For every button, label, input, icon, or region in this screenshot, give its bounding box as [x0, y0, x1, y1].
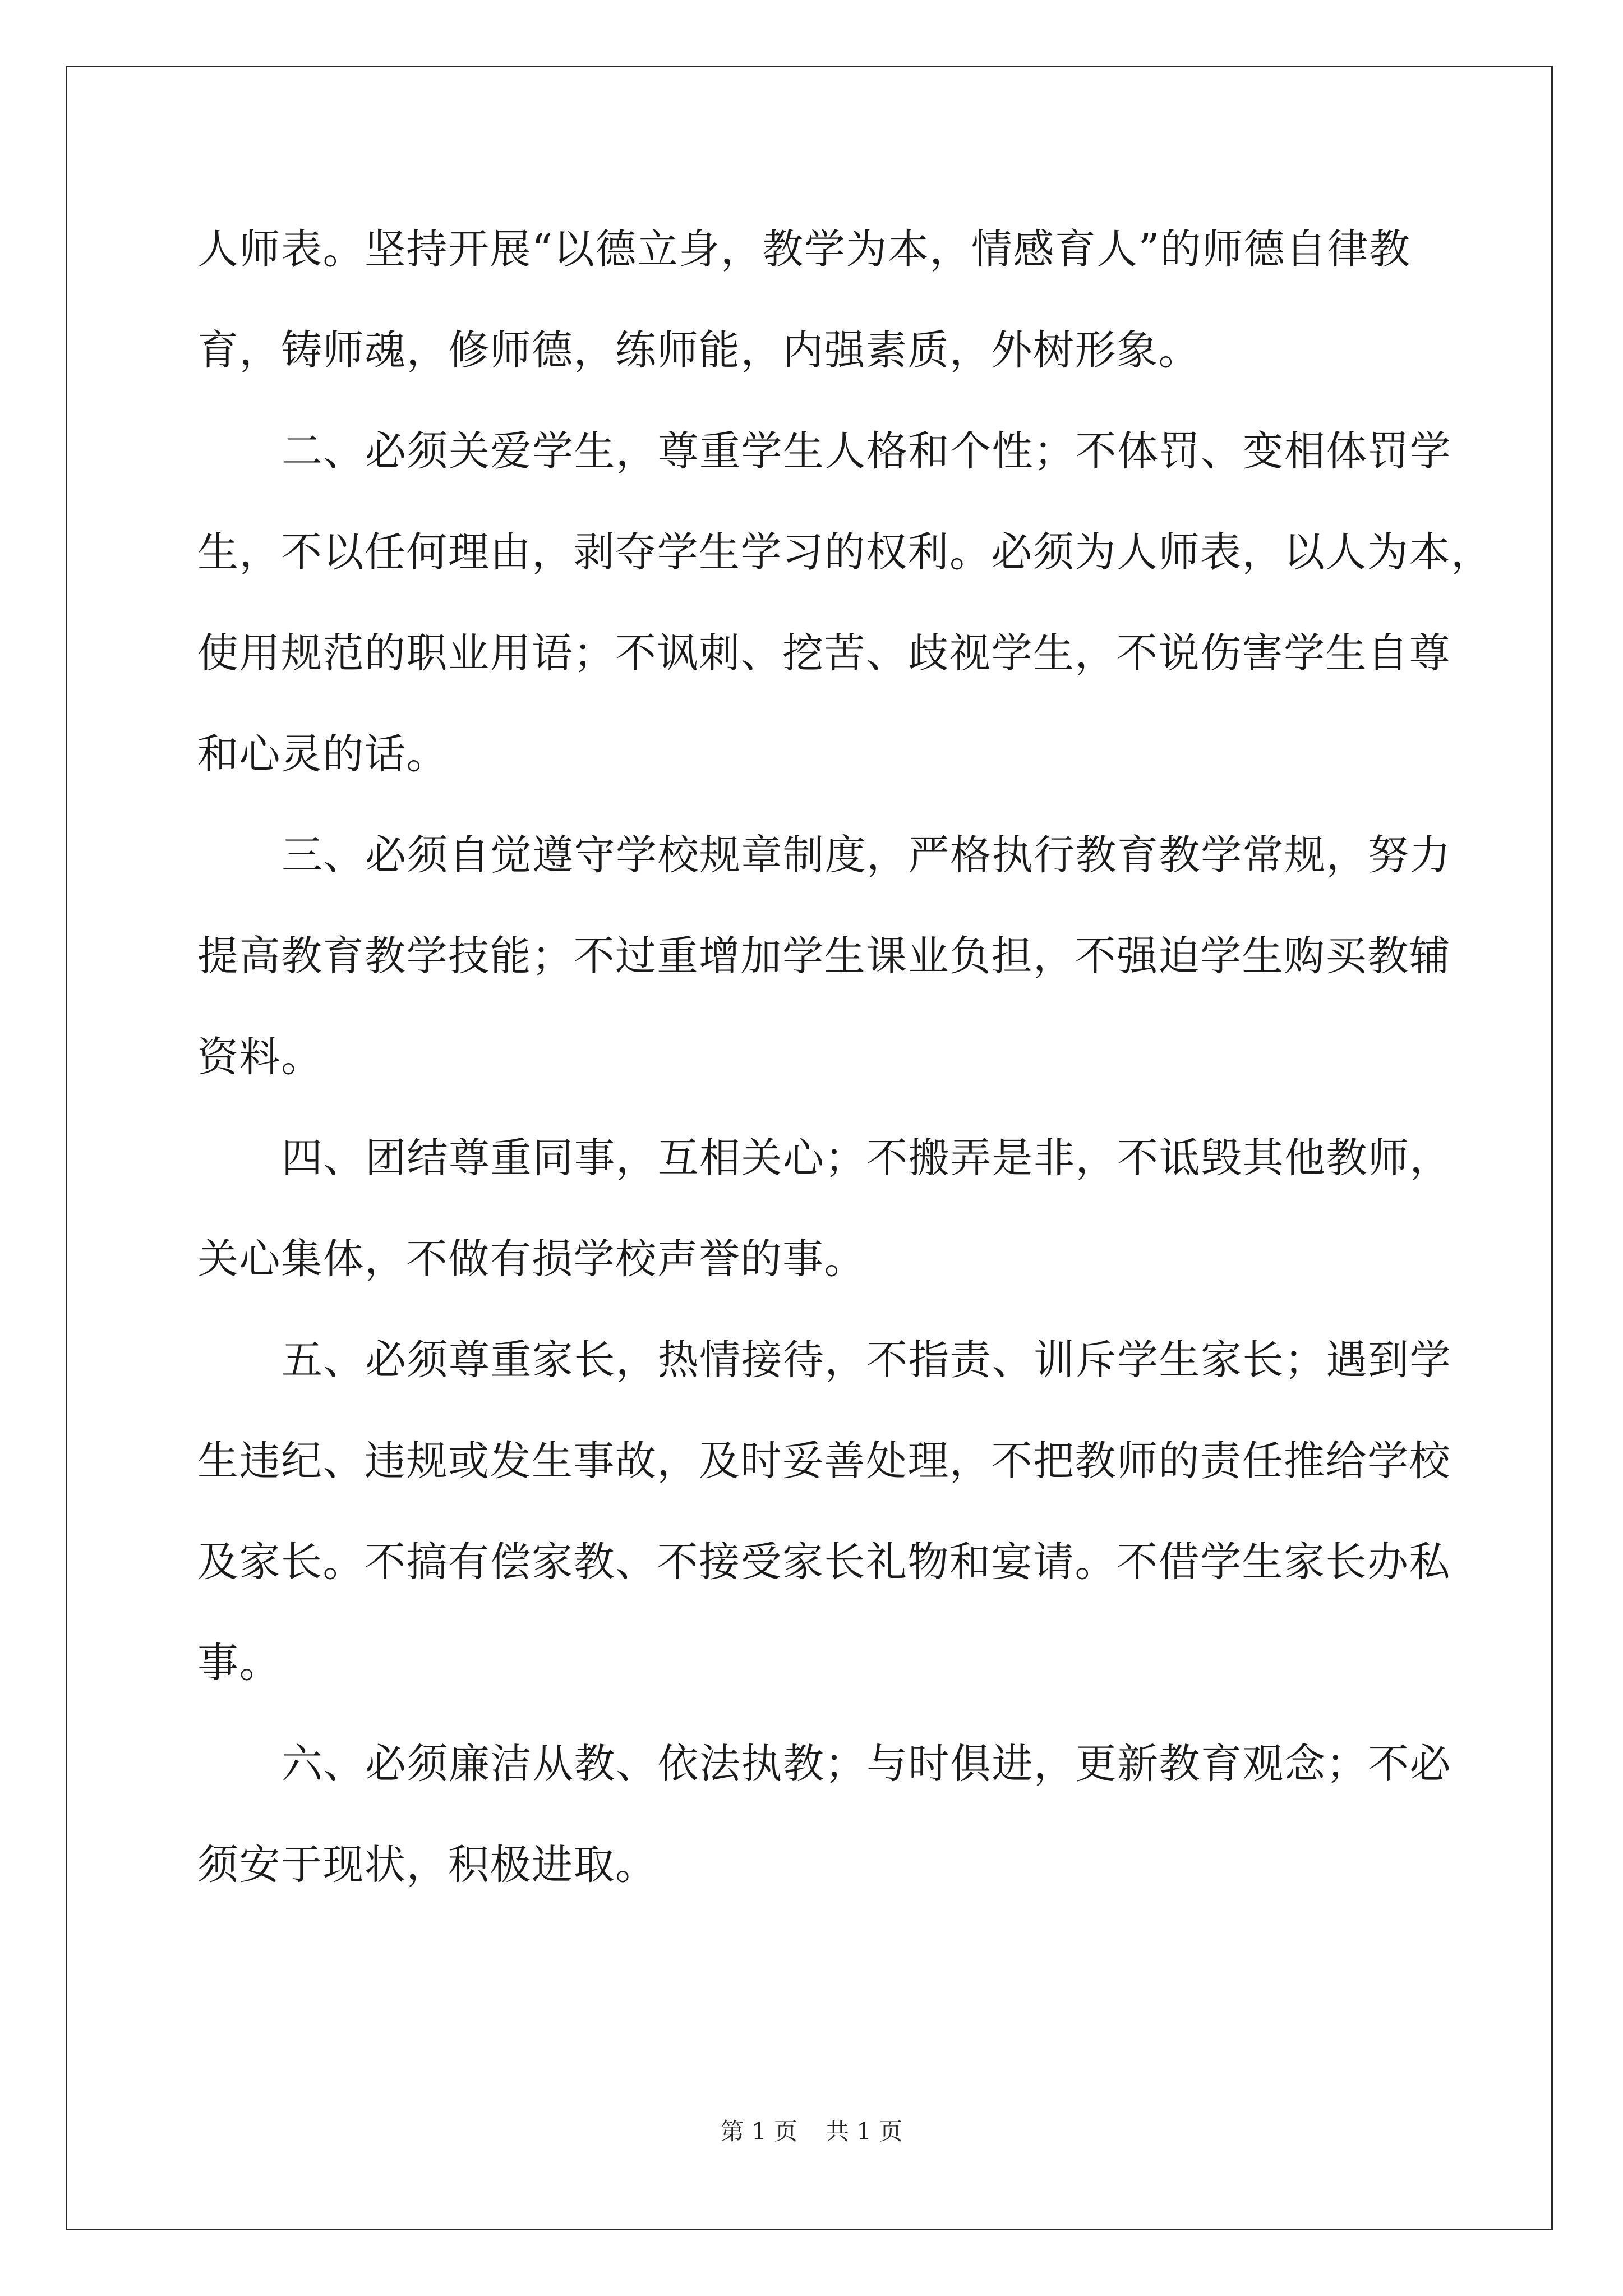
body-text-line: 生，不以任何理由，剥夺学生学习的权利。必须为人师表，以人为本，: [197, 528, 1493, 576]
body-text-line: 和心灵的话。: [197, 730, 448, 778]
paragraph-first-line: 二、必须关爱学生，尊重学生人格和个性；不体罚、变相体罚学: [282, 427, 1451, 475]
document-body: [197, 216, 1493, 1932]
body-text-line: 提高教育教学技能；不过重增加学生课业负担，不强迫学生购买教辅: [197, 932, 1451, 980]
paragraph-first-line: 三、必须自觉遵守学校规章制度，严格执行教育教学常规，努力: [282, 831, 1451, 879]
body-text-line: 及家长。不搞有偿家教、不接受家长礼物和宴请。不借学生家长办私: [197, 1538, 1451, 1586]
paragraph-first-line: 六、必须廉洁从教、依法执教；与时俱进，更新教育观念；不必: [282, 1740, 1451, 1788]
body-text-line: 关心集体，不做有损学校声誉的事。: [197, 1235, 866, 1283]
body-text-line: 育，铸师魂，修师德，练师能，内强素质，外树形象。: [197, 326, 1200, 374]
body-text-line: 生违纪、违规或发生事故，及时妥善处理，不把教师的责任推给学校: [197, 1437, 1451, 1485]
page-footer: [0, 2115, 1623, 2148]
body-text-line: 使用规范的职业用语；不讽刺、挖苦、歧视学生，不说伤害学生自尊: [197, 629, 1451, 677]
page-total: 共 1 页: [826, 2118, 903, 2145]
body-text-line: 须安于现状，积极进取。: [197, 1841, 657, 1889]
body-text-line: 资料。: [197, 1033, 323, 1081]
paragraph-first-line: 五、必须尊重家长，热情接待，不指责、训斥学生家长；遇到学: [282, 1336, 1451, 1384]
body-text-line: 事。: [197, 1639, 281, 1687]
page-number: 第 1 页: [720, 2118, 797, 2145]
body-text-line: 人师表。坚持开展“以德立身，教学为本，情感育人”的师德自律教: [197, 226, 1411, 273]
paragraph-first-line: 四、团结尊重同事，互相关心；不搬弄是非，不诋毁其他教师，: [282, 1134, 1451, 1182]
